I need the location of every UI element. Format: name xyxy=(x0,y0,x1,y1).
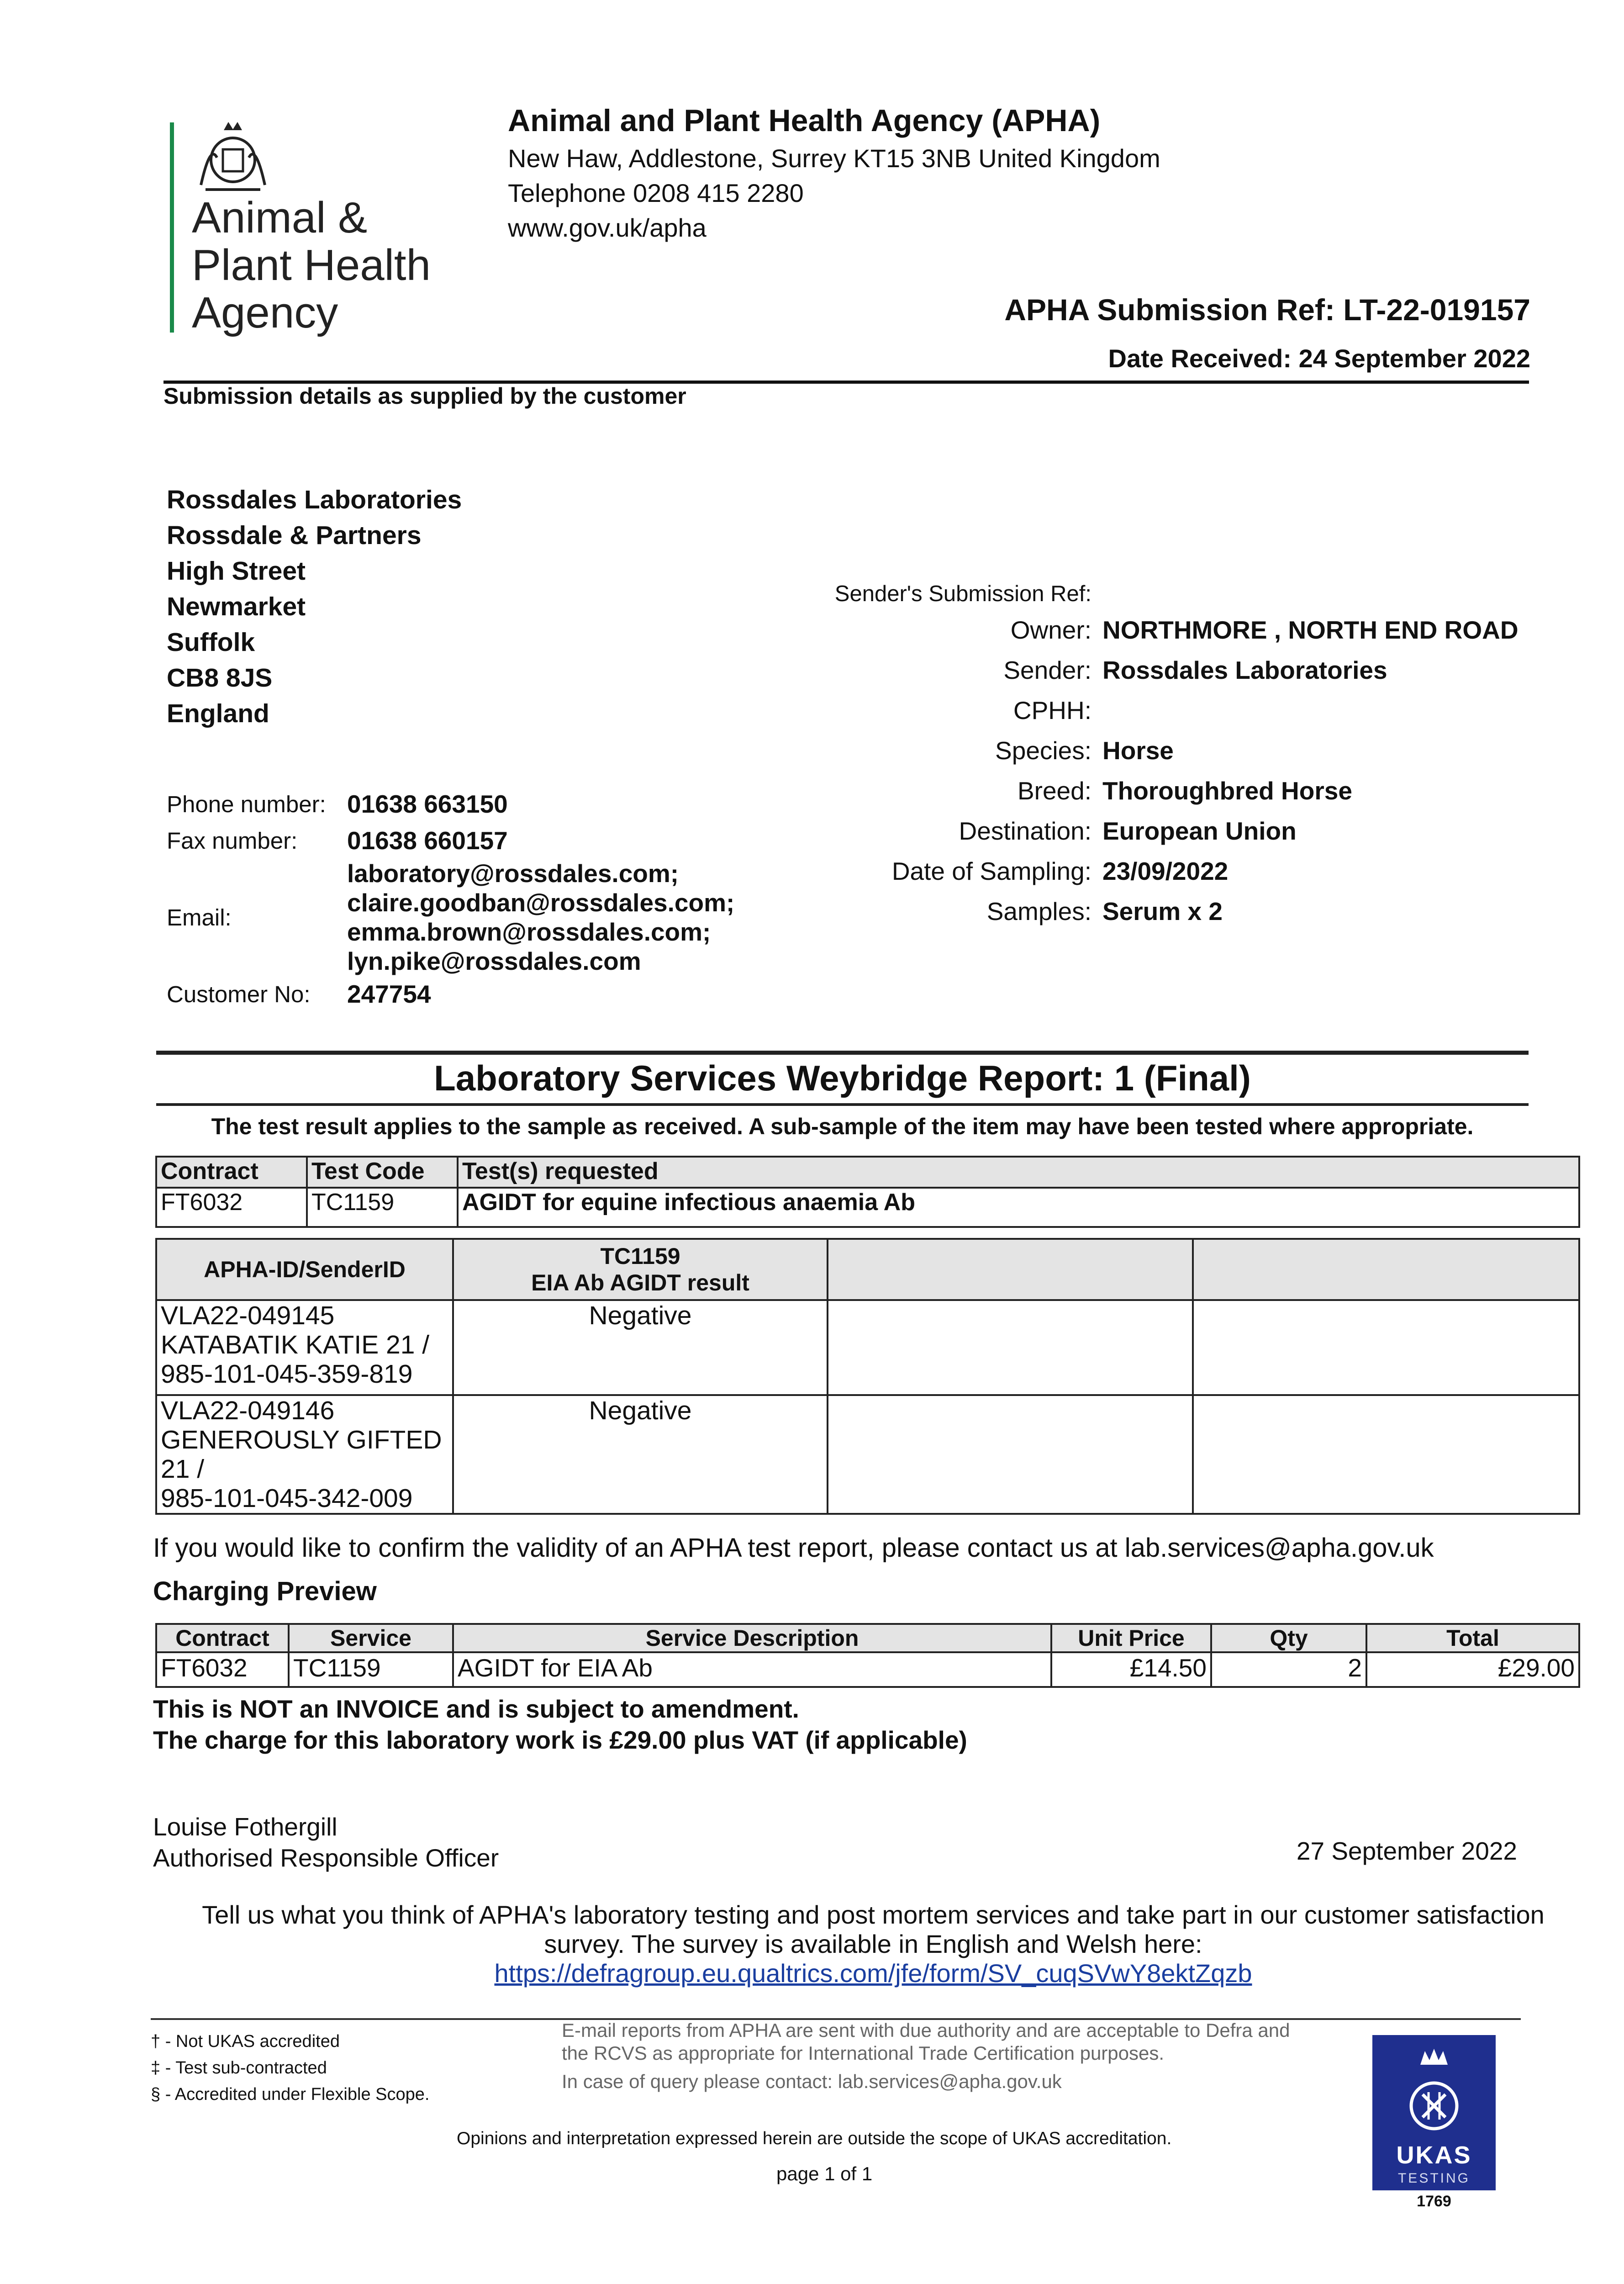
empty-cell xyxy=(1193,1395,1579,1514)
email-address[interactable]: lyn.pike@rossdales.com xyxy=(347,947,641,975)
field-label: Destination: xyxy=(959,817,1091,845)
signer xyxy=(153,1811,499,1873)
logo-line: Plant Health xyxy=(192,241,431,290)
sample-id-line: 985-101-045-359-819 xyxy=(161,1359,413,1389)
empty-cell xyxy=(828,1300,1193,1395)
field-label: Species: xyxy=(995,736,1091,765)
sample-id-line: KATABATIK KATIE 21 / xyxy=(161,1330,430,1359)
field-label: Owner: xyxy=(1010,616,1091,644)
submission-details-heading: Submission details as supplied by the customer xyxy=(163,383,686,409)
field-value: Horse xyxy=(1102,736,1174,765)
applies-note: The test result applies to the sample as received. A sub-sample of the item may have been tested where appropriate. xyxy=(211,1114,1474,1139)
email-note: E-mail reports from APHA are sent with due authority and are acceptable to Defra and the RCVS as appropriate for International Trade Certification purposes. xyxy=(562,2020,1290,2064)
divider xyxy=(156,1103,1529,1106)
table-cell: AGIDT for EIA Ab xyxy=(453,1652,1051,1687)
tests-table xyxy=(155,1156,1580,1228)
column-header: Qty xyxy=(1211,1624,1366,1652)
sample-id-line: VLA22-049146 xyxy=(161,1396,335,1425)
submission-fields xyxy=(817,578,1519,931)
id-header: APHA-ID/SenderID xyxy=(156,1239,453,1300)
customer-address xyxy=(167,482,462,731)
email-label: Email: xyxy=(167,904,232,931)
sample-id-line: 985-101-045-342-009 xyxy=(161,1484,413,1513)
logo-bar xyxy=(170,122,174,333)
survey-link[interactable]: https://defragroup.eu.qualtrics.com/jfe/form/SV_cuqSVwY8ektZqzb xyxy=(494,1959,1252,1988)
email-address[interactable]: emma.brown@rossdales.com; xyxy=(347,918,711,946)
address-line: Rossdales Laboratories xyxy=(167,485,462,514)
column-header: Service Description xyxy=(453,1624,1051,1652)
email-address[interactable]: laboratory@rossdales.com; xyxy=(347,859,679,888)
invoice-notes xyxy=(153,1693,967,1755)
test-header-name: EIA Ab AGIDT result xyxy=(531,1270,749,1295)
logo-line: Agency xyxy=(192,288,338,337)
table-cell: £29.00 xyxy=(1366,1652,1579,1687)
field-value: European Union xyxy=(1102,817,1297,845)
field-label: Date of Sampling: xyxy=(891,857,1091,885)
column-header: Contract xyxy=(156,1624,289,1652)
address-line: CB8 8JS xyxy=(167,663,273,693)
legend-item: § - Accredited under Flexible Scope. xyxy=(151,2085,430,2104)
confirm-note: If you would like to confirm the validity of an APHA test report, please contact us at lab.services@apha.gov.uk xyxy=(153,1533,1434,1563)
sample-id-line: 21 / xyxy=(161,1454,205,1484)
empty-header xyxy=(828,1239,1193,1300)
signer-role: Authorised Responsible Officer xyxy=(153,1844,499,1872)
survey-block xyxy=(156,1900,1590,1988)
footer-legend xyxy=(151,2028,429,2108)
survey-line: Tell us what you think of APHA's laboratory testing and post mortem services and take part in our customer satisfaction xyxy=(202,1900,1545,1929)
field-label: Sender: xyxy=(1003,656,1091,684)
sample-id-line: GENEROUSLY GIFTED xyxy=(161,1425,442,1454)
ukas-label: UKAS xyxy=(1396,2141,1472,2169)
email-address[interactable]: claire.goodban@rossdales.com; xyxy=(347,888,735,917)
date-received: Date Received: 24 September 2022 xyxy=(1108,344,1530,373)
sample-id xyxy=(156,1395,453,1514)
field-value: 23/09/2022 xyxy=(1102,857,1229,885)
fax-label: Fax number: xyxy=(167,827,298,854)
column-header: Unit Price xyxy=(1051,1624,1211,1652)
sample-result: Negative xyxy=(453,1395,828,1514)
table-cell: TC1159 xyxy=(307,1188,458,1227)
field-value: NORTHMORE , NORTH END ROAD xyxy=(1102,616,1519,644)
phone-label: Phone number: xyxy=(167,791,326,817)
field-label: Breed: xyxy=(1017,777,1091,805)
empty-cell xyxy=(1193,1300,1579,1395)
field-label: Samples: xyxy=(986,897,1091,925)
query-note: In case of query please contact: lab.services@apha.gov.uk xyxy=(562,2071,1062,2092)
field-label: CPHH: xyxy=(1013,696,1091,724)
report-title: Laboratory Services Weybridge Report: 1 (Final) xyxy=(434,1058,1251,1098)
ukas-crown-icon xyxy=(1402,2042,1466,2138)
table-row xyxy=(156,1395,1579,1514)
column-header: Test(s) requested xyxy=(458,1157,1579,1188)
phone-value: 01638 663150 xyxy=(347,790,508,818)
sender-ref-label: Sender's Submission Ref: xyxy=(834,582,1091,606)
field-value: Rossdales Laboratories xyxy=(1102,656,1387,684)
agency-name: Animal and Plant Health Agency (APHA) xyxy=(508,103,1101,138)
agency-website: www.gov.uk/apha xyxy=(508,213,707,242)
address-line: Rossdale & Partners xyxy=(167,521,422,550)
column-header: Service xyxy=(289,1624,453,1652)
table-cell: TC1159 xyxy=(289,1652,453,1687)
address-line: Newmarket xyxy=(167,592,306,621)
test-header xyxy=(453,1239,828,1300)
logo-line: Animal & xyxy=(192,193,368,242)
table-cell: £14.50 xyxy=(1051,1652,1211,1687)
customer-no-value: 247754 xyxy=(347,980,431,1008)
address-line: Suffolk xyxy=(167,628,255,657)
not-invoice-note: This is NOT an INVOICE and is subject to amendment. xyxy=(153,1695,799,1723)
signer-name: Louise Fothergill xyxy=(153,1813,337,1841)
charging-heading: Charging Preview xyxy=(153,1576,377,1606)
table-cell: AGIDT for equine infectious anaemia Ab xyxy=(458,1188,1579,1227)
empty-cell xyxy=(828,1395,1193,1514)
agency-address: New Haw, Addlestone, Surrey KT15 3NB United Kingdom xyxy=(508,144,1160,173)
column-header: Contract xyxy=(156,1157,307,1188)
divider xyxy=(156,1051,1529,1055)
empty-header xyxy=(1193,1239,1579,1300)
ukas-sub-label: TESTING xyxy=(1397,2171,1470,2186)
legend-item: † - Not UKAS accredited xyxy=(151,2032,340,2051)
charging-table xyxy=(155,1623,1580,1688)
agency-block xyxy=(508,103,1160,245)
email-note-block xyxy=(562,2019,1311,2093)
column-header: Total xyxy=(1366,1624,1579,1652)
sign-date: 27 September 2022 xyxy=(1296,1837,1517,1865)
submission-ref: APHA Submission Ref: LT-22-019157 xyxy=(1004,293,1530,327)
charge-note: The charge for this laboratory work is £29.00 plus VAT (if applicable) xyxy=(153,1726,967,1754)
field-value: Serum x 2 xyxy=(1102,897,1223,925)
sample-id-line: VLA22-049145 xyxy=(161,1301,335,1330)
ukas-number: 1769 xyxy=(1417,2193,1451,2210)
contact-details xyxy=(167,786,734,1012)
fax-value: 01638 660157 xyxy=(347,826,508,855)
field-value: Thoroughbred Horse xyxy=(1102,777,1352,805)
test-header-code: TC1159 xyxy=(600,1243,680,1269)
results-table xyxy=(155,1238,1580,1515)
page-number: page 1 of 1 xyxy=(776,2163,873,2184)
legend-item: ‡ - Test sub-contracted xyxy=(151,2058,327,2078)
table-cell: FT6032 xyxy=(156,1188,307,1227)
table-cell: FT6032 xyxy=(156,1652,289,1687)
agency-logo-text xyxy=(192,194,431,337)
table-row xyxy=(156,1652,1579,1687)
address-line: High Street xyxy=(167,556,306,586)
table-cell: 2 xyxy=(1211,1652,1366,1687)
customer-no-label: Customer No: xyxy=(167,981,311,1007)
address-line: England xyxy=(167,699,269,728)
opinions-note: Opinions and interpretation expressed herein are outside the scope of UKAS accreditation. xyxy=(457,2129,1172,2148)
royal-crest-icon xyxy=(192,116,274,194)
column-header: Test Code xyxy=(307,1157,458,1188)
sample-result: Negative xyxy=(453,1300,828,1395)
sample-id xyxy=(156,1300,453,1395)
survey-line: survey. The survey is available in English and Welsh here: xyxy=(544,1930,1202,1958)
agency-telephone: Telephone 0208 415 2280 xyxy=(508,179,804,207)
table-row xyxy=(156,1300,1579,1395)
